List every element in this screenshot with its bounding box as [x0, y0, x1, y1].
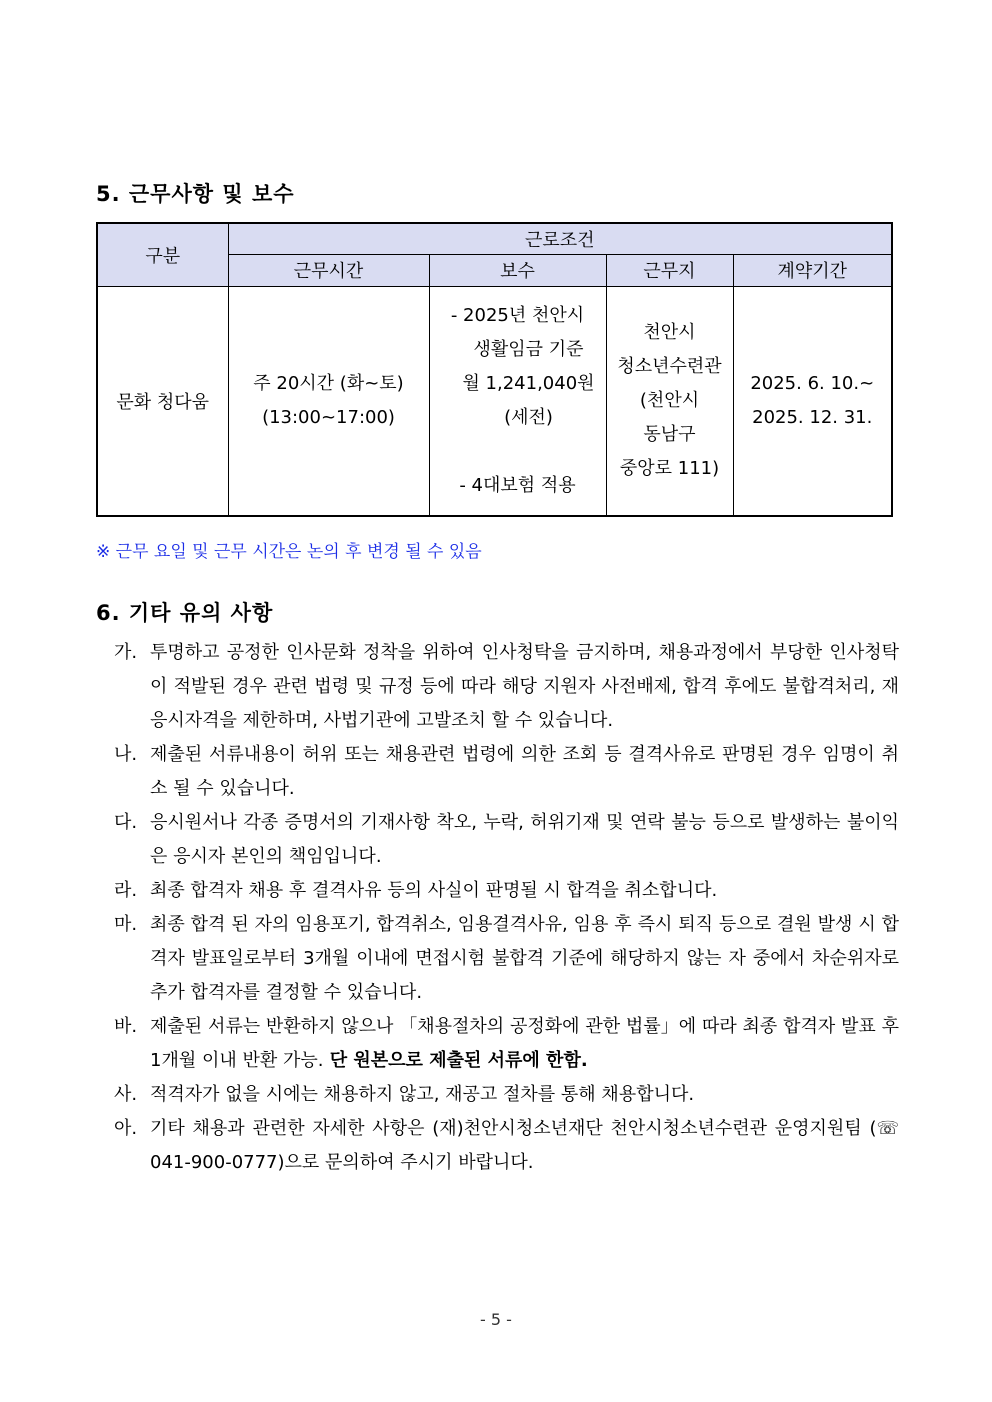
cell-hours — [228, 286, 429, 516]
pay-line: - 4대보험 적용 — [459, 474, 576, 496]
item-marker: 바. — [114, 1016, 138, 1037]
place-line: 중앙로 111) — [619, 457, 720, 479]
cell-place — [606, 286, 733, 516]
item-text: 최종 합격 된 자의 임용포기, 합격취소, 임용결격사유, 임용 후 즉시 퇴직 등으로 결원 발생 시 합격자 발표일로부터 3개월 이내에 면접시험 불합격 기준에 해당하지 않는 자 중에서 차순위자로 추가 합격자를 결정할 수 있습니다. — [150, 914, 899, 1003]
item-text: 기타 채용과 관련한 자세한 사항은 (재)천안시청소년재단 천안시청소년수련관 운영지원팀 (☏ 041-900-0777)으로 문의하여 주시기 바랍니다. — [150, 1118, 899, 1173]
item-text: 적격자가 없을 시에는 채용하지 않고, 재공고 절차를 통해 채용합니다. — [150, 1084, 695, 1105]
list-item — [114, 636, 899, 738]
item-text: 제출된 서류는 반환하지 않으나 「채용절차의 공정화에 관한 법률」에 따라 최종 합격자 발표 후 1개월 이내 반환 가능. — [150, 1016, 899, 1071]
work-conditions-table — [96, 222, 893, 517]
item-text: 응시원서나 각종 증명서의 기재사항 착오, 누락, 허위기재 및 연락 불능 등으로 발생하는 불이익은 응시자 본인의 책임입니다. — [150, 812, 899, 867]
item-text: 최종 합격자 채용 후 결격사유 등의 사실이 판명될 시 합격을 취소합니다. — [150, 880, 718, 901]
item-marker: 아. — [114, 1118, 138, 1139]
item-text: 제출된 서류내용이 허위 또는 채용관련 법령에 의한 조회 등 결격사유로 판명된 경우 임명이 취소 될 수 있습니다. — [150, 744, 899, 799]
notice-list — [114, 636, 899, 1180]
item-marker: 사. — [114, 1084, 138, 1105]
cell-pay — [429, 286, 606, 516]
item-marker: 다. — [114, 812, 138, 833]
header-hours: 근무시간 — [228, 254, 429, 286]
place-line: 동남구 — [643, 423, 696, 445]
list-item — [114, 1078, 899, 1112]
pay-line: 월 1,241,040원 — [462, 372, 595, 394]
header-conditions: 근로조건 — [228, 223, 892, 254]
item-text: 투명하고 공정한 인사문화 정착을 위하여 인사청탁을 금지하며, 채용과정에서 부당한 인사청탁이 적발된 경우 관련 법령 및 규정 등에 따라 해당 지원자 사전배제, 합격 후에도 불합격처리, 재응시자격을 제한하며, 사법기관에 고발조치 할 수 있습니다. — [150, 642, 899, 731]
page-number: - 5 - — [480, 1310, 512, 1329]
item-marker: 라. — [114, 880, 138, 901]
header-period: 계약기간 — [733, 254, 892, 286]
list-item — [114, 1010, 899, 1078]
pay-spacer — [430, 435, 606, 469]
hours-line: (13:00~17:00) — [262, 406, 395, 428]
pay-line: - 2025년 천안시 — [450, 304, 585, 326]
schedule-note: ※ 근무 요일 및 근무 시간은 논의 후 변경 될 수 있음 — [96, 542, 482, 562]
item-emphasis: 단 원본으로 제출된 서류에 한함. — [323, 1050, 588, 1071]
list-item — [114, 806, 899, 874]
list-item — [114, 874, 899, 908]
place-line: 천안시 — [643, 321, 696, 343]
header-category: 구분 — [97, 223, 228, 286]
item-marker: 가. — [114, 642, 138, 663]
item-marker: 마. — [114, 914, 138, 935]
period-line: 2025. 12. 31. — [752, 406, 873, 428]
cell-category: 문화 청다움 — [97, 286, 228, 516]
place-line: (천안시 — [639, 389, 700, 411]
cell-period — [733, 286, 892, 516]
header-place: 근무지 — [606, 254, 733, 286]
place-line: 청소년수련관 — [617, 355, 722, 377]
hours-line: 주 20시간 (화~토) — [253, 372, 404, 394]
header-pay: 보수 — [429, 254, 606, 286]
section-5-title: 5. 근무사항 및 보수 — [96, 182, 295, 206]
pay-line: (세전) — [504, 406, 553, 428]
item-marker: 나. — [114, 744, 138, 765]
list-item — [114, 1112, 899, 1180]
list-item — [114, 738, 899, 806]
period-line: 2025. 6. 10.~ — [750, 372, 875, 394]
pay-line: 생활임금 기준 — [473, 338, 584, 360]
section-6-title: 6. 기타 유의 사항 — [96, 601, 274, 625]
list-item — [114, 908, 899, 1010]
